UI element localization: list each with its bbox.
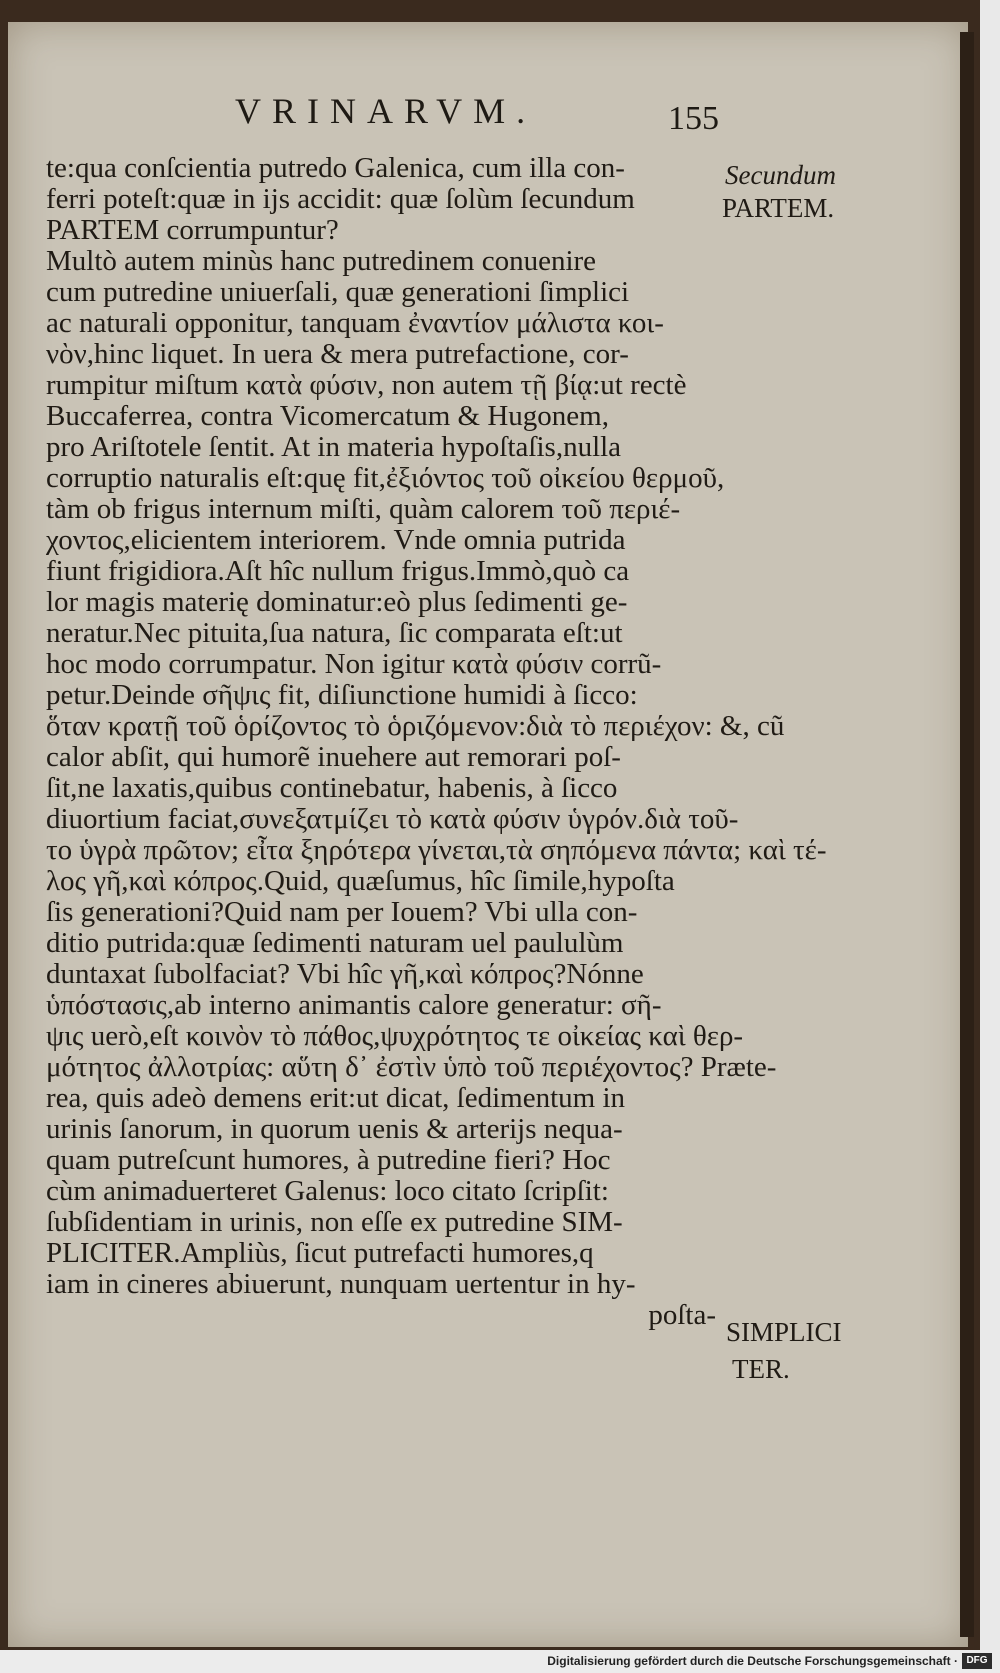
text-line: PARTEM corrumpuntur?: [46, 214, 339, 246]
text-line: corruptio naturalis eſt:quę fit,ἐξιόντος τοῦ οἰκείου θερμοῦ,: [46, 462, 725, 494]
running-head: VRINARVM.: [235, 91, 537, 131]
text-line: μότητος ἀλλοτρίας: αὕτη δ᾽ ἐστὶν ὑπὸ τοῦ περιέχοντος? Præte-: [46, 1051, 777, 1083]
text-line: rea, quis adeò demens erit:ut dicat, ſedimentum in: [46, 1082, 626, 1114]
text-line: diuortium faciat,συνεξατμίζει τὸ κατὰ φύσιν ὑγρόν.διὰ τοῦ-: [46, 803, 739, 835]
dfg-logo[interactable]: DFG: [962, 1653, 992, 1669]
text-line: Buccaferrea, contra Vicomercatum & Hugonem,: [46, 400, 609, 432]
funding-credit: Digitalisierung gefördert durch die Deutsche Forschungsgemeinschaft ·: [547, 1654, 958, 1668]
margin-note: PARTEM.: [722, 193, 835, 223]
text-line: ditio putrida:quæ ſedimenti naturam uel paululùm: [46, 927, 624, 959]
text-line: calor abſit, qui humorẽ inuehere aut remorari poſ-: [46, 741, 621, 773]
text-line: cum putredine uniuerſali, quæ generationi ſimplici: [46, 276, 630, 308]
text-line: iam in cineres abiuerunt, nunquam uertentur in hy-: [46, 1268, 636, 1300]
text-line: λος γῆ,καὶ κόπρος.Quid, quæſumus, hîc ſimile,hypoſta: [46, 865, 675, 897]
text-line: ψις uerò,eſt κοινὸν τὸ πάθος,ψυχρότητος τε οἰκείας καὶ θερ-: [46, 1020, 744, 1052]
text-line: petur.Deinde σῆψις fit, diſiunctione humidi à ſicco:: [46, 679, 638, 711]
text-line: νὸν,hinc liquet. In uera & mera putrefactione, cor-: [46, 338, 629, 370]
text-line: urinis ſanorum, in quorum uenis & arterijs nequa-: [46, 1113, 623, 1145]
page-number: 155: [668, 100, 719, 137]
text-line: το ὑγρὰ πρῶτον; εἶτα ξηρότερα γίνεται,τὰ σηπόμενα πάντα; καὶ τέ-: [46, 834, 827, 866]
text-line: ὅταν κρατῇ τοῦ ὁρίζοντος τὸ ὁριζόμενον:διὰ τὸ περιέχον: &, cũ: [46, 710, 785, 742]
text-line: cùm animaduerteret Galenus: loco citato ſcripſit:: [46, 1175, 609, 1207]
text-line: ſit,ne laxatis,quibus continebatur, habenis, à ſicco: [46, 772, 618, 804]
text-line: pro Ariſtotele ſentit. At in materia hypoſtaſis,nulla: [46, 431, 622, 463]
margin-note: SIMPLICI: [726, 1317, 842, 1347]
text-line: fiunt frigidiora.Aſt hîc nullum frigus.Immò,quò ca: [46, 555, 630, 587]
text-line: ac naturali opponitur, tanquam ἐναντίον μάλιστα κοι-: [46, 307, 664, 339]
body-text: [46, 152, 827, 1472]
margin-note: TER.: [732, 1354, 790, 1384]
text-line: lor magis materię dominatur:eò plus ſedimenti ge-: [46, 586, 628, 618]
text-line: Multò autem minùs hanc putredinem conuenire: [46, 245, 597, 277]
margin-note: Secundum: [725, 160, 836, 190]
text-line: te:qua conſcientia putredo Galenica, cum illa con-: [46, 152, 625, 184]
text-line: ὑπόστασις,ab interno animantis calore generatur: σῆ-: [46, 989, 662, 1021]
text-line: ſis generationi?Quid nam per Iouem? Vbi ulla con-: [46, 896, 638, 928]
text-line: χοντος,elicientem interiorem. Vnde omnia putrida: [46, 524, 626, 556]
text-line: tàm ob frigus internum miſti, quàm calorem τοῦ περιέ-: [46, 493, 681, 525]
catchword: poſta-: [648, 1299, 716, 1331]
text-line: neratur.Nec pituita,ſua natura, ſic comparata eſt:ut: [46, 617, 623, 649]
page-edge: [960, 32, 974, 1637]
text-line: PLICITER.Ampliùs, ſicut putrefacti humores,q: [46, 1237, 594, 1269]
footer-bar: [0, 1650, 1000, 1673]
text-line: ſubſidentiam in urinis, non eſſe ex putredine SIM-: [46, 1206, 623, 1238]
text-line: hoc modo corrumpatur. Non igitur κατὰ φύσιν corrũ-: [46, 648, 662, 680]
text-line: quam putreſcunt humores, à putredine fieri? Hoc: [46, 1144, 611, 1176]
text-line: ferri poteſt:quæ in ijs accidit: quæ ſolùm ſecundum: [46, 183, 635, 215]
text-line: rumpitur miſtum κατὰ φύσιν, non autem τῇ βίᾳ:ut rectè: [46, 369, 687, 401]
text-line: duntaxat ſubolfaciat? Vbi hîc γῆ,καὶ κόπρος?Nónne: [46, 958, 644, 990]
